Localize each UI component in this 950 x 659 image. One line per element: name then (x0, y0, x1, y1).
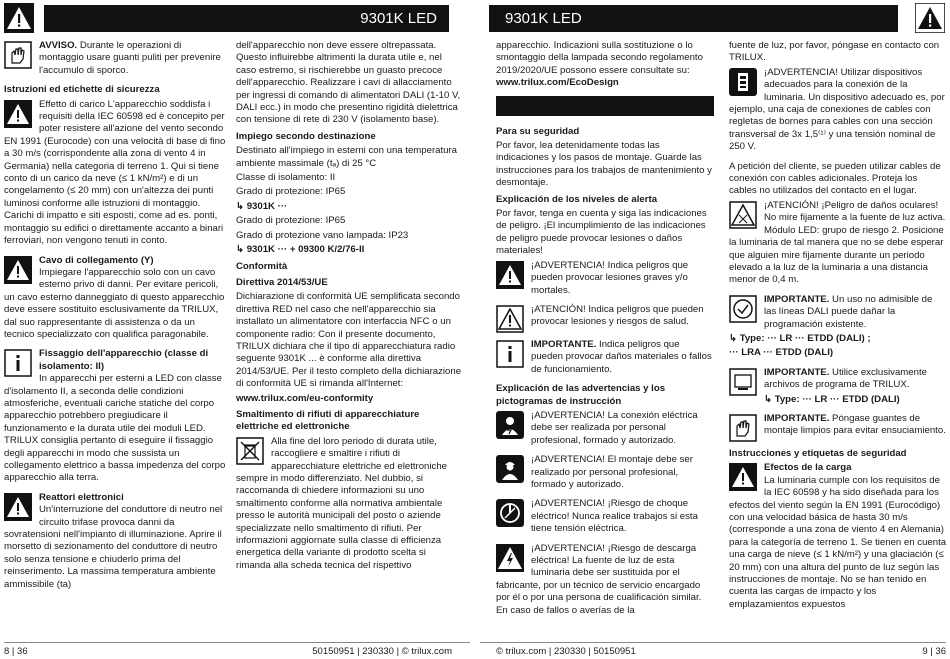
page-number: 8 | 36 (4, 646, 28, 657)
carico-text: Effetto di carico L'apparecchio soddisfa i requisiti della IEC 60598 ed è concepito per poter resistere all'azione del vento secondo EN 1991 (Eurocode) con una velocità di base di fino a 30 m/s (corrispondente alla zona di vento 4 in Germania) nella categoria di terreno 1. Qui si tiene conto di un carico da neve (≤ 1 kN/m²) e di un congelamento (≤ 20 mm) con un'altezza dei punti luminosi conforme alle istruzioni di montaggio. Carichi di impatto e siti esposti, come ad es. ponti, montaggio su edifici o direttamente accanto a binari ferroviari, non vengono tenuti in conto. (4, 98, 226, 247)
pict-text: La conexión eléctrica debe ser realizada por personal profesional, formado y autorizado. (531, 409, 698, 446)
pict-electrician (496, 410, 714, 449)
fissaggio-text: In apparecchi per esterni a LED con classe d'isolamento II, a seconda delle condizioni atmosferiche, eventuali cariche statiche del corpo apparecchio potrebbero pregiudicare il funzionamento e la durata utile dei moduli LED. TRILUX consiglia pertanto di eseguire il fissaggio degli apparecchi in modo che sussista un collegamento elettrico a bassa impedenza del corpo apparecchio alla terra. (4, 373, 226, 484)
direttiva-text: Dichiarazione di conformità UE semplificata secondo direttiva RED nel caso che nell'apparecchio sia installato un alimentatore con interfaccia NFC o un componente radio: Con il presente documento, TRILUX dichiara che il tipo di apparecchiatura radio seguente 9301K ... è conforme alla direttiva 2014/53/UE. Per il testo completo della dichiarazione di conformità UE si rimanda all'Internet: (236, 291, 462, 390)
pict-installer (496, 454, 714, 493)
left-column-1 (4, 40, 226, 598)
seguridad-text: Por favor, lea detenidamente todas las indicaciones y los pasos de montaje. Guarde las instrucciones para los trabajos de mantenimiento y desmontaje. (496, 140, 712, 189)
left-page (0, 0, 474, 659)
warning-icon (4, 256, 32, 284)
important-text: Póngase guantes de montaje limpios para evitar ensuciamiento. (764, 412, 946, 437)
niveles-text: Por favor, tenga en cuenta y siga las indicaciones de peligro. ¡El incumplimiento de las indicaciones de peligro puede provocar lesiones o daños materiales! (496, 208, 707, 257)
right-column-1 (496, 40, 714, 624)
caution-text: ¡Peligro de daños oculares! No mire fijamente a la fuente de luz activa. Módulo LED: grupo de riesgo 2. Posicione la luminaria de tal manera que no se debe esperar que alguien mire fijamente durante un periodo elevado a la luz de la luminaria a una distancia menor de 0,4 m. (729, 199, 946, 286)
cavo-text: Impiegare l'apparecchio solo con un cavo esterno privo di danni. Per evitare pericoli, un cavo esterno danneggiato di questo apparecchio deve essere sostituito esclusivamente da TRILUX, dal suo rappresentante di assistenza o da un tecnico specializzato con qualifica paragonabile. (4, 266, 225, 340)
warning-text: Utilizar dispositivos adecuados para la conexión de la luminaria. Un dispositivo adecuado es, por ejemplo, una caja de conexiones de cables con regletas de bornes para cables con una sección transversal de 3x 1,5⁽¹⁾ y una tensión nominal de 250 V. (729, 66, 945, 153)
contact-text: fuente de luz, por favor, póngase en contacto con TRILUX. (729, 40, 940, 64)
warning-icon (4, 100, 32, 128)
conformity-url-link[interactable]: www.trilux.com/eu-conformity (236, 392, 374, 404)
seguridad-title: Para su seguridad (496, 125, 580, 137)
level-text: Indica peligros que pueden provocar lesiones y riesgos de salud. (531, 303, 704, 328)
level-text: Indica peligros que pueden provocar lesiones graves y/o mortales. (531, 259, 689, 296)
pict-label: ¡ADVERTENCIA! (531, 542, 605, 554)
gloves-icon (4, 41, 32, 69)
disconnect-power-icon (496, 499, 524, 527)
important-label: IMPORTANTE. (764, 412, 830, 424)
ecodesign-intro: apparecchio. Indicazioni sulla sostituzione o lo smontaggio della lampada secondo regolamento 2019/2020/UE possono essere consultate su: (496, 40, 703, 76)
section-heading: Istruzioni ed etichette di sicurezza (4, 84, 160, 96)
level-text: Indica peligros que pueden provocar daños materiales o fallos de funcionamiento. (531, 338, 712, 375)
eye-caution (729, 200, 947, 289)
pict-label: ¡ADVERTENCIA! (531, 409, 605, 421)
left-column-2 (236, 40, 462, 579)
impiego-title: Impiego secondo destinazione (236, 130, 376, 142)
junction-box-icon (729, 68, 757, 96)
pict-text: ¡Riesgo de descarga eléctrica! La fuente de luz de esta luminaria debe ser sustituida por el fabricante, por un técnico de servicio encargado por él o por una persona de cualificación similar. En caso de fallos o averías de la (496, 542, 702, 616)
right-page (476, 0, 950, 659)
carga-title: Efectos de la carga (764, 462, 852, 474)
pictogramas-title: Explicación de las advertencias y los pictogramas de instrucción (496, 383, 666, 407)
caution-label: ¡ATENCIÓN! (764, 199, 819, 211)
pict-text: ¡Riesgo de choque eléctrico! Nunca realice trabajos si esta tiene tensión eléctrica. (531, 498, 698, 535)
footer-rule (4, 642, 470, 643)
warning-triangle-icon (915, 3, 945, 33)
check-circle-icon (729, 295, 757, 323)
carga-block (729, 462, 947, 613)
info-icon (4, 349, 32, 377)
footer-reference: 50150951 | 230330 | © trilux.com (312, 646, 452, 657)
atencion-level (496, 304, 714, 334)
direttiva-title: Direttiva 2014/53/UE (236, 276, 328, 288)
carico-block (4, 99, 226, 250)
smaltimento-block (236, 436, 462, 574)
ecodesign-url-link[interactable]: www.trilux.com/EcoDesign (496, 77, 619, 89)
gloves-icon (729, 414, 757, 442)
classe-text: Classe di isolamento: II (236, 172, 336, 184)
important-text: Utilice exclusivamente archivos de programa de TRILUX. (764, 366, 927, 391)
dali-important-1 (729, 294, 947, 362)
gloves-important (729, 413, 947, 443)
avviso-text: Durante le operazioni di montaggio usare guanti puliti per prevenire l'accumulo di sporco. (39, 40, 221, 76)
eye-hazard-icon (729, 201, 757, 229)
smaltimento-text: Alla fine del loro periodo di durata utile, raccogliere e smaltire i rifiuti di apparecchiature elettriche ed elettroniche sempre in modo differenziato. Nel dubbio, si raccomanda di chiedere informazioni su uno smaltimento conforme alla normativa ambientale presso le autorità municipali del posto o aziende specializzate nello smaltimento di rifiuti. Per informazioni aggiornate sulla classe di efficienza energetica della variante di prodotto scelta si rimanda alla scheda tecnica del rispettivo (236, 435, 447, 571)
right-column-2 (729, 40, 947, 618)
pict-label: ¡ADVERTENCIA! (531, 498, 605, 510)
pict-text: El montaje debe ser realizado por personal profesional, formado y autorizado. (531, 454, 693, 490)
page-header-title: 9301K LED (489, 5, 898, 32)
grado-3: Grado di protezione vano lampada: IP23 (236, 229, 409, 241)
importante-level (496, 339, 714, 378)
niveles-title: Explicación de los niveles de alerta (496, 193, 658, 205)
conformita-title: Conformità (236, 260, 288, 272)
reattori-title: Reattori elettronici (39, 491, 124, 503)
carga-text: La luminaria cumple con los requisitos de la IEC 60598 y ha sido diseñada para los efectos del viento según la EN 1991 (Eurocódigo) con una velocidad básica de hasta 30 m/s (corresponde a una zona de viento 4 en Alemania) para la categoría de terreno 1. Se tienen en cuenta una carga de nieve (≤ 1 kN/m²) y una glaciación (≤ 20 mm) con una altura del punto de luz según las instrucciones de montaje. No se han tenido en cuenta las cargas de impacto y los emplazamientos expuestos (729, 474, 947, 610)
crossed-bin-icon (236, 437, 264, 465)
important-label: IMPORTANTE. (764, 293, 830, 305)
avviso-block (4, 40, 226, 79)
type-arrow-1: ↳ Type: ··· LR ··· ETDD (DALI) ; (729, 332, 871, 344)
level-label: ¡ATENCIÓN! (531, 303, 586, 315)
warning-icon (496, 261, 524, 289)
electrician-icon (496, 411, 524, 439)
type-arrow-2: ↳ Type: ··· LR ··· ETDD (DALI) (764, 393, 900, 405)
page-number: 9 | 36 (922, 646, 946, 657)
smaltimento-title: Smaltimento di rifiuti di apparecchiature elettriche ed elettroniche (236, 408, 420, 433)
pict-label: ¡ADVERTENCIA! (531, 454, 605, 466)
warning-triangle-icon (4, 3, 34, 33)
warning-label: ¡ADVERTENCIA! (764, 66, 838, 78)
reattori-block (4, 492, 226, 593)
warning-icon (4, 493, 32, 521)
avviso-title: AVVISO. (39, 40, 78, 51)
advertencia-level (496, 260, 714, 299)
cavo-title: Cavo di collegamento (Y) (39, 254, 154, 266)
info-icon (496, 340, 524, 368)
caution-icon (496, 305, 524, 333)
fissaggio-title: Fissaggio dell'apparecchio (classe di isolamento: II) (39, 348, 209, 372)
level-label: ¡ADVERTENCIA! (531, 259, 605, 271)
page-header-title: 9301K LED (44, 5, 449, 32)
type-arrow-1b: ··· LRA ··· ETDD (DALI) (729, 347, 834, 359)
pict-shock (496, 543, 714, 619)
impiego-text: Destinato all'impiego in esterni con una temperatura ambiente massimale (tₐ) di 25 °C (236, 145, 458, 169)
type-arrow-1: ↳ 9301K ··· (236, 200, 288, 212)
connection-warning (729, 67, 947, 156)
footer-reference: © trilux.com | 230330 | 50150951 (496, 646, 636, 657)
level-label: IMPORTANTE. (531, 338, 597, 350)
software-icon (729, 368, 757, 396)
dali-important-2 (729, 367, 947, 408)
important-label: IMPORTANTE. (764, 366, 830, 378)
installer-icon (496, 455, 524, 483)
cavo-block (4, 255, 226, 344)
fissaggio-block (4, 348, 226, 486)
ta-text: dell'apparecchio non deve essere oltrepassata. Questo influirebbe altrimenti la durata utile e, nel caso estremo, si rischierebbe un guasto precoce dell'apparecchio. Realizzare i cavi di allacciamento per ingressi di comando di alimentatori DALI (1-10 V, DALI ecc.) in modo che presentino rigidità dielettrica con tensione di rete di 230 V (isolamento base). (236, 40, 461, 126)
instrucciones-title: Instrucciones y etiquetas de seguridad (729, 447, 907, 459)
footer-rule (480, 642, 946, 643)
important-text: Un uso no admisible de las líneas DALI puede dañar la programación existente. (764, 293, 933, 330)
type-arrow-2: ↳ 9301K ··· + 09300 K/2/76-II (236, 244, 365, 256)
reattori-text: Un'interruzione del conduttore di neutro nel circuito trifase provoca danni da sovratensioni nell'impianto di illuminazione. Aprire il morsetto di sezionamento del conduttore di neutro solo senza tensione e chiuderlo prima del reinserimento. La massima temperatura ambiente ammissibile (ta) (4, 504, 223, 590)
grado-1: Grado di protezione: IP65 (236, 186, 346, 198)
cables-text: A petición del cliente, se pueden utilizar cables de conexión con cables adicionales. Proteja los cables no utilizados del contacto en el lugar. (729, 160, 941, 197)
language-bar (496, 96, 714, 116)
electric-shock-icon (496, 544, 524, 572)
warning-icon (729, 463, 757, 491)
pict-disconnect (496, 498, 714, 537)
grado-2: Grado di protezione: IP65 (236, 215, 346, 227)
